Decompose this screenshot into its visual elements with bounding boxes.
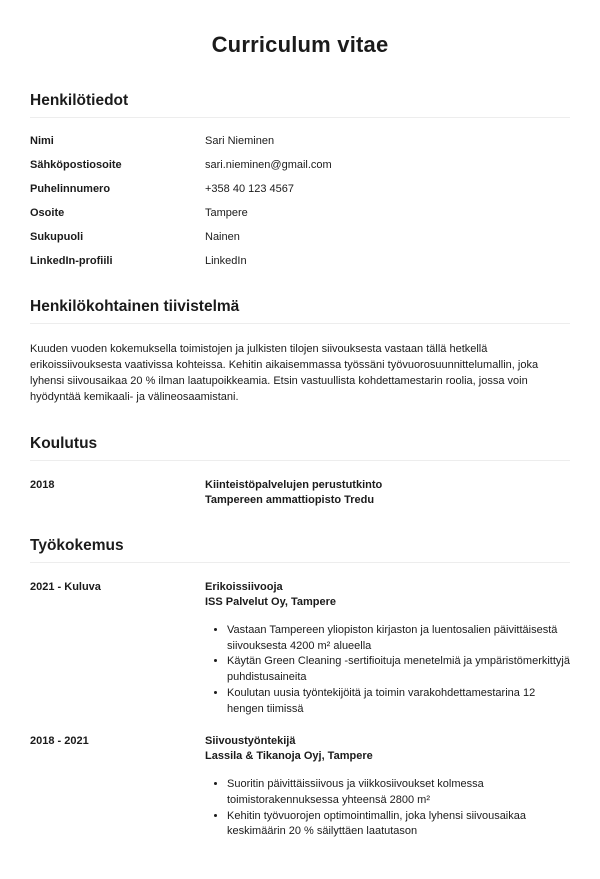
field-row-name xyxy=(30,135,570,148)
linkedin-link[interactable]: LinkedIn xyxy=(205,255,247,267)
section-divider xyxy=(30,323,570,324)
section-divider xyxy=(30,460,570,461)
personal-fields xyxy=(30,135,570,268)
field-label: Sähköpostiosoite xyxy=(30,159,122,171)
field-label: LinkedIn-profiili xyxy=(30,255,113,267)
cv-document xyxy=(0,31,600,879)
field-label: Nimi xyxy=(30,135,54,147)
bullet-item: • Koulutan uusia työntekijöitä ja toimin varakohdettamestarina 12 hengen tiimissä xyxy=(227,686,570,717)
education-entry xyxy=(30,478,570,507)
field-label: Sukupuoli xyxy=(30,231,84,243)
section-summary xyxy=(30,298,570,405)
field-value: +358 40 123 4567 xyxy=(205,183,295,195)
entry-title: Siivoustyöntekijä xyxy=(205,735,296,748)
field-label: Puhelinnumero xyxy=(30,183,111,195)
entry-title: Erikoissiivooja xyxy=(205,581,283,593)
field-row-linkedin xyxy=(30,255,570,268)
entry-body xyxy=(205,478,570,507)
bullet-item: • Kehitin työvuorojen optimointimallin, joka lyhensi siivousaikaa keskimäärin 20 % säilyttäen laatutason xyxy=(227,809,570,840)
section-heading-summary: Henkilökohtainen tiivistelmä xyxy=(30,298,240,315)
experience-entry xyxy=(30,734,570,844)
field-row-address xyxy=(30,207,570,220)
section-education xyxy=(30,435,570,507)
section-heading-personal: Henkilötiedot xyxy=(30,92,129,109)
field-value: Tampere xyxy=(205,207,248,219)
section-divider xyxy=(30,117,570,118)
field-value: Nainen xyxy=(205,231,240,243)
field-row-gender xyxy=(30,231,570,244)
entry-bullets xyxy=(205,623,570,717)
field-value: Sari Nieminen xyxy=(205,135,275,147)
field-row-phone xyxy=(30,183,570,196)
entry-period: 2021 - Kuluva xyxy=(30,581,101,593)
experience-entry xyxy=(30,580,570,721)
bullet-item: • Käytän Green Cleaning -sertifioituja menetelmiä ja ympäristömerkittyjä puhdistusaineita xyxy=(227,654,570,685)
entry-title: Kiinteistöpalvelujen perustutkinto xyxy=(205,479,383,491)
page-title: Curriculum vitae xyxy=(211,32,389,57)
bullet-item: • Suoritin päivittäissiivous ja viikkosiivoukset kolmessa toimistorakennuksessa yhteensä 2800 m² xyxy=(227,777,570,808)
entry-body xyxy=(205,580,570,721)
entry-subtitle: Lassila & Tikanoja Oyj, Tampere xyxy=(205,749,373,762)
field-row-email xyxy=(30,159,570,172)
summary-text: Kuuden vuoden kokemuksella toimistojen ja julkisten tilojen siivouksesta vastaan tällä hetkellä erikoissiivouksesta vaativissa kohteissa. Kehitin aikaisemmassa työssäni työvuorosuunnittelumallin, joka lyhensi siivousaikaa 20 % ilman laatupoikkeamia. Etsin vastuullista kohdettamestarin roolia, jossa voin hyödyntää kemikaali- ja välineosaamistani. xyxy=(30,343,539,403)
bullet-item: • Vastaan Tampereen yliopiston kirjaston ja luentosalien päivittäisestä siivouksesta 4200 m² alueella xyxy=(227,623,570,654)
section-experience xyxy=(30,537,570,844)
field-label: Osoite xyxy=(30,207,65,219)
section-personal xyxy=(30,92,570,268)
section-divider xyxy=(30,562,570,563)
entry-period: 2018 - 2021 xyxy=(30,735,89,748)
section-heading-experience: Työkokemus xyxy=(30,537,124,554)
entry-subtitle: ISS Palvelut Oy, Tampere xyxy=(205,595,337,608)
entry-bullets xyxy=(205,777,570,840)
entry-body xyxy=(205,734,570,844)
field-value: sari.nieminen@gmail.com xyxy=(205,159,332,171)
section-heading-education: Koulutus xyxy=(30,435,98,452)
entry-subtitle: Tampereen ammattiopisto Tredu xyxy=(205,493,375,506)
entry-period: 2018 xyxy=(30,479,55,491)
